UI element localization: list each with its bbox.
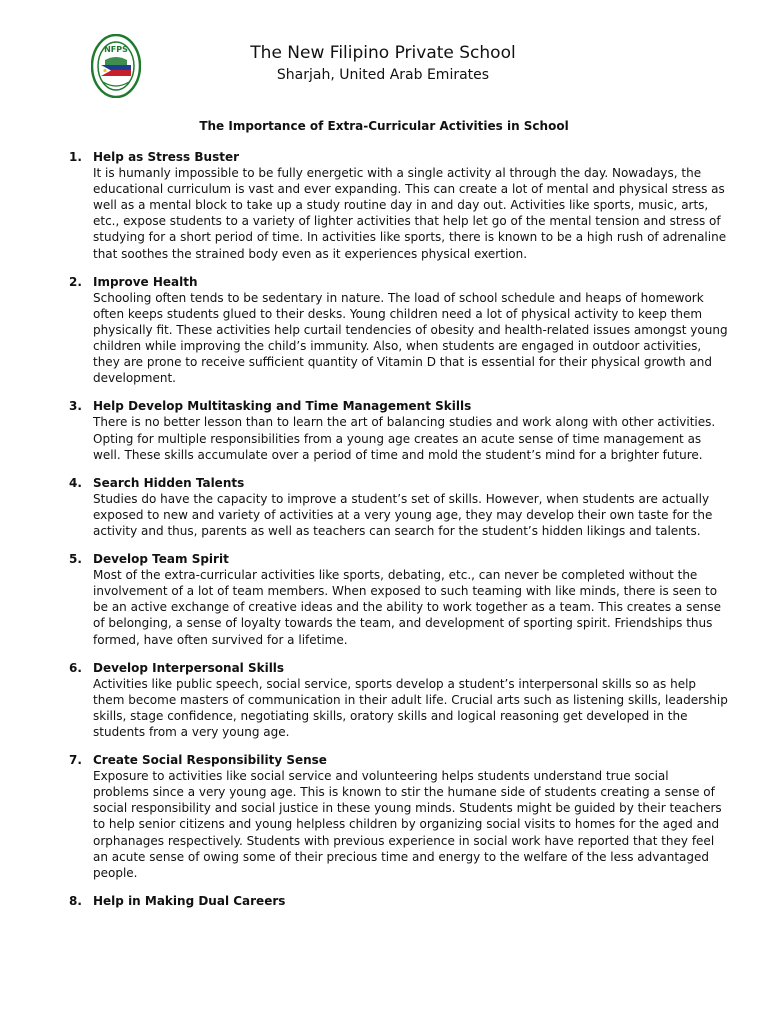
list-item [0,893,768,909]
item-paragraph: Most of the extra-curricular activities like sports, debating, etc., can never be completed without the involvement of a lot of team members. When exposed to such teaming with like minds, there is seen to be an active exchange of creative ideas and the ability to work together as a team. This creates a sense of belonging, a sense of loyalty towards the team, and development of sporting spirit. Friendships thus formed, have often survived for a lifetime. [93,568,721,647]
item-heading: Develop Team Spirit [93,552,229,567]
school-location: Sharjah, United Arab Emirates [276,67,490,83]
list-item [0,660,768,740]
list-item [0,149,768,262]
item-heading: Help in Making Dual Careers [93,893,286,908]
item-paragraph: Exposure to activities like social service and volunteering helps students understand true social problems since a very young age. This is known to stir the humane side of students creating a sense of social responsibility and social justice in these young minds. Students might be guided by their teachers to help senior citizens and young helpless children by organizing social visits to homes for the aged and orphanages respectively. Students with previous experience in social work have reported that they feel an acute sense of owing some of their precious time and energy to the welfare of the less advantaged people. [93,769,722,880]
item-number: 1. [69,150,82,164]
list-item [0,398,768,462]
item-paragraph: There is no better lesson than to learn the art of balancing studies and work along with other activities. Opting for multiple responsibilities from a young age creates an acute sense of time management as well. These skills accumulate over a period of time and mold the student’s mind for a brighter future. [93,415,716,462]
item-number: 4. [69,475,82,490]
list-item [0,475,768,539]
item-paragraph: It is humanly impossible to be fully energetic with a single activity al through the day. Nowadays, the educational curriculum is vast and ever expanding. This can create a lot of mental and physical stress as well as a mental block to take up a study routine day in and day out. Activities like sports, music, arts, etc., expose students to a variety of lighter activities that help let go of the mental tension and stress of studying for a short period of time. In activities like sports, there is known to be a high rush of adrenaline that soothes the strained body even as it experiences physical exertion. [93,166,727,261]
activities-list [0,149,768,921]
item-paragraph: Schooling often tends to be sedentary in nature. The load of school schedule and heaps of homework often keeps students glued to their desks. Young children need a lot of physical activity to keep them physically fit. These activities help curtail tendencies of obesity and health-related issues amongst young children while improving the child’s immunity. Also, when students are engaged in outdoor activities, they are prone to receive sufficient quantity of Vitamin D that is essential for their physical growth and development. [93,290,728,386]
item-heading: Develop Interpersonal Skills [93,660,285,675]
item-heading: Create Social Responsibility Sense [93,753,327,768]
item-heading: Help as Stress Buster [93,150,240,164]
item-number: 5. [69,552,82,567]
item-paragraph: Activities like public speech, social service, sports develop a student’s interpersonal skills so as help them become masters of communication in their adult life. Crucial arts such as listening skills, leadership skills, stage confidence, negotiating skills, oratory skills and logical reasoning get developed in the students from a very young age. [93,676,728,739]
item-number: 3. [69,399,82,414]
svg-text:NFPS: NFPS [104,45,128,54]
item-heading: Improve Health [93,274,198,289]
document-title: The Importance of Extra-Curricular Activities in School [199,119,569,133]
item-number: 7. [69,753,82,768]
item-number: 8. [69,893,82,908]
school-name: The New Filipino Private School [250,43,516,63]
item-number: 6. [69,660,82,675]
item-heading: Help Develop Multitasking and Time Management Skills [93,399,472,414]
item-number: 2. [69,274,82,289]
list-item [0,551,768,648]
list-item [0,752,768,881]
list-item [0,274,768,387]
school-logo [91,34,141,98]
school-seal-icon [91,34,141,98]
item-heading: Search Hidden Talents [93,475,245,490]
item-paragraph: Studies do have the capacity to improve a student’s set of skills. However, when students are actually exposed to new and variety of activities at a very young age, they may develop their own taste for the activity and thus, parents as well as teachers can search for the student’s hidden likings and talents. [93,491,713,538]
